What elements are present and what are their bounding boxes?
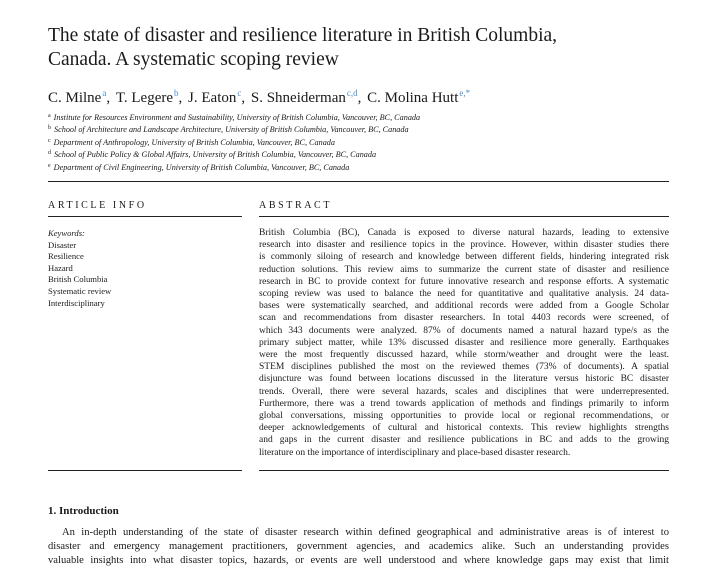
affiliation: $^d$ School of Public Policy & Global Affairs, University of British Columbia, Vancouver, BC, Canada (48, 150, 377, 160)
title-line: The state of disaster and resilience literature in British Columbia, (48, 25, 558, 46)
introduction-heading: 1. Introduction (48, 505, 119, 517)
article-info-heading: ARTICLE INFO (48, 200, 147, 211)
affiliation: $^c$ Department of Anthropology, University of British Columbia, Vancouver, BC, Canada (48, 137, 335, 147)
header-divider (48, 181, 669, 182)
keyword: Disaster (48, 239, 77, 250)
affiliation-link[interactable]: a (102, 88, 107, 98)
affiliation: $^b$ School of Architecture and Landscape Architecture, University of British Columbia, Vancouver, BC, Canada (48, 125, 409, 135)
article-page (48, 0, 669, 566)
author[interactable]: J. Eaton$^c$, (188, 88, 249, 106)
affiliation: $^e$ Department of Civil Engineering, University of British Columbia, Vancouver, BC, Canada (48, 162, 350, 172)
author[interactable]: T. Legere$^b$, (115, 88, 187, 106)
abstract-line: which 343 documents were analyzed. 87% of documents named a natural hazard type/s as the (259, 325, 669, 336)
abstract-line: primary subject matter, while 13% discussed disaster and resilience more generally. Earthquakes (259, 337, 669, 348)
affiliation-link[interactable]: e,* (459, 88, 471, 98)
abstract-line: reduction solutions. This review aims to summarize the current state of disaster and resilience (259, 264, 669, 275)
author-list (48, 84, 669, 107)
author[interactable]: C. Milne$^a$, (48, 88, 114, 106)
affiliation: $^a$ Institute for Resources Environment and Sustainability, University of British Columbia, Vancouver, BC, Canada (48, 113, 421, 122)
affiliation-link[interactable]: c,d (346, 88, 358, 98)
abstract-line: Furthermore, there was a trend towards application of methods and findings primarily to inform (259, 398, 669, 409)
abstract-line: research in BC to provide context for future innovative research and response efforts. A systematic (259, 276, 669, 287)
affiliation-list (48, 111, 669, 173)
keywords-label: Keywords: (48, 228, 85, 238)
abstract-line: trends. Overall, there were several hazards, scales and disciplines that were underrepresented. (259, 386, 669, 397)
abstract-line: deeper acknowledgements of cultural and historical contexts. This review highlights strengths (259, 423, 669, 434)
article-info-bottom-divider (48, 470, 242, 471)
affiliation-link[interactable]: b (174, 88, 179, 98)
affiliation-link[interactable]: c (237, 88, 242, 98)
abstract-heading: ABSTRACT (259, 200, 333, 211)
keyword: Interdisciplinary (48, 297, 105, 308)
introduction-line: valuable insights into what disaster topics, hazards, or events are well understood and where knowledge gaps may exist that limit (48, 555, 669, 566)
keyword: Systematic review (48, 285, 112, 296)
abstract-line: scan and recommendations from disaster researchers. In total 4403 records were screened, of (259, 313, 669, 324)
introduction-line: An in-depth understanding of the state of disaster research within defined geographical and administrative areas is of interest to (62, 527, 669, 538)
abstract-line: scoping review was used to balance the need for quantitative and qualitative analysis. 24 data- (259, 289, 669, 300)
abstract-line: disjuncture was found between locations discussed in the literature versus historic BC disaster (259, 374, 669, 385)
abstract-line: bases were systematically searched, and additional records were added from a Google Scholar (259, 301, 669, 312)
introduction-text (48, 526, 669, 568)
abstract-line: were the most frequently discussed hazard, while storm/weather and drought were the least. (259, 350, 669, 361)
abstract-line: STEM disciplines published the most on the reviewed themes (73% of documents). A spatial (259, 362, 669, 373)
keyword: Resilience (48, 251, 84, 262)
abstract-line: global conversations, missing opportunities to provide local or regional recommendations, or (259, 411, 669, 422)
author[interactable]: C. Molina Hutt$^{e,*}$ (367, 88, 471, 106)
abstract-line: literature on the importance of interdisciplinary and place-based disaster research. (259, 447, 571, 458)
abstract-divider (259, 216, 669, 217)
paper-title (48, 24, 669, 72)
abstract-line: research into disaster and resilience topics in the province. However, within disaster studies there (259, 240, 669, 251)
introduction-line: disaster and emergency management practitioners, government agencies, and academics alike. Such an understanding provides (48, 541, 669, 552)
abstract-bottom-divider (259, 470, 669, 471)
abstract-line: British Columbia (BC), Canada is exposed to diverse natural hazards, leading to extensive (259, 228, 669, 238)
author[interactable]: S. Shneiderman$^{c,d}$, (250, 88, 366, 106)
abstract-line: and gaps in the current disaster and resilience publications in BC and adds to the growing (259, 435, 669, 446)
keyword: Hazard (48, 262, 73, 273)
keyword: British Columbia (48, 274, 108, 285)
article-info-divider (48, 216, 242, 217)
abstract-text (259, 227, 669, 459)
keywords-list (48, 228, 238, 309)
abstract-line: is commonly siloing of research and knowledge between different fields, hindering integrated risk (259, 252, 669, 263)
title-line: Canada. A systematic scoping review (48, 49, 339, 70)
